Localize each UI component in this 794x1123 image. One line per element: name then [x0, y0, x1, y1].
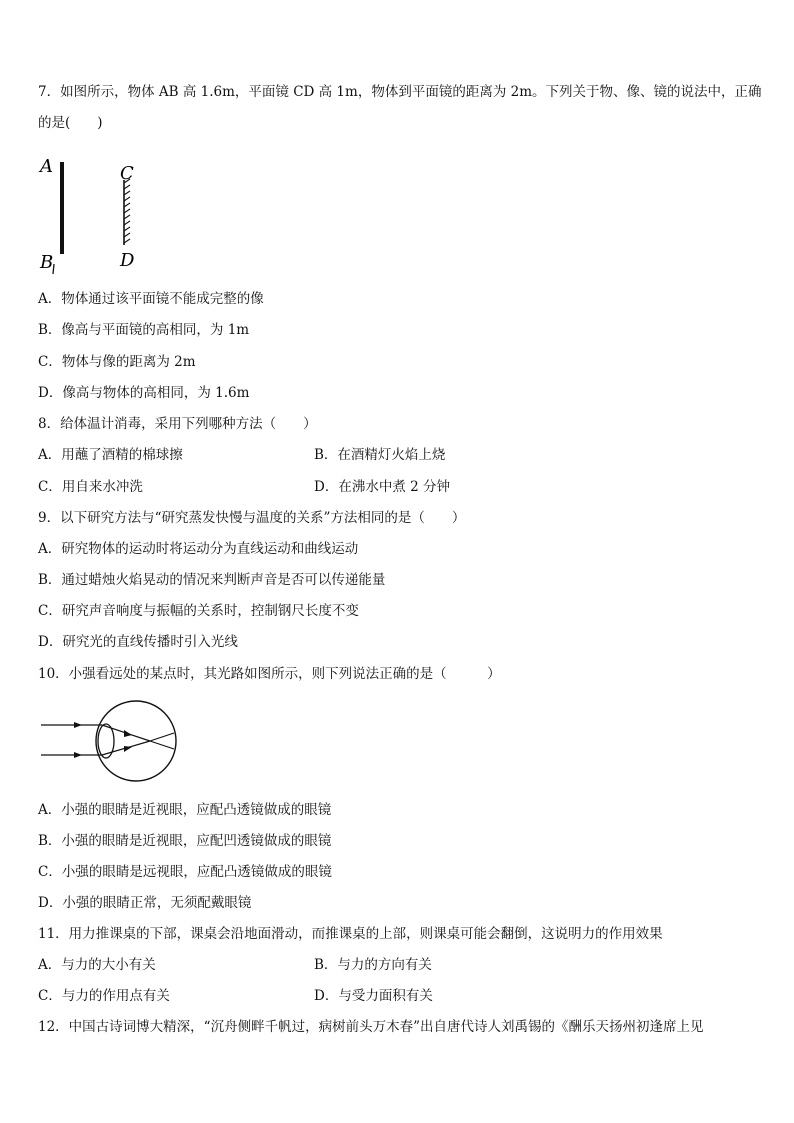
eye-lens	[98, 724, 114, 758]
q10-option-b: B．小强的眼睛是近视眼，应配凹透镜做成的眼镜	[38, 833, 332, 849]
q11-option-a: A．与力的大小有关	[38, 957, 156, 973]
q10-option-a: A．小强的眼睛是近视眼，应配凸透镜做成的眼镜	[38, 802, 332, 818]
arrow-icon	[74, 722, 82, 728]
q11-option-b: B．与力的方向有关	[314, 957, 432, 973]
q10-eye-figure	[38, 700, 183, 788]
q8-option-b: B．在酒精灯火焰上烧	[314, 447, 446, 463]
label-a: A	[40, 156, 53, 177]
q11-stem: 11．用力推课桌的下部，课桌会沿地面滑动，而推课桌的上部，则课桌可能会翻倒，这说明力的作用效果	[38, 926, 663, 942]
q7-stem-line-2: 的是( )	[38, 115, 103, 131]
q7-stem-line-1: 7．如图所示，物体 AB 高 1.6m，平面镜 CD 高 1m，物体到平面镜的距离为 2m。下列关于物、像、镜的说法中，正确	[38, 84, 762, 100]
q10-option-d: D．小强的眼睛正常，无须配戴眼镜	[38, 895, 252, 911]
eyeball-outline	[96, 701, 176, 781]
q9-stem: 9．以下研究方法与“研究蒸发快慢与温度的关系”方法相同的是（ ）	[38, 510, 466, 526]
mirror-hatching	[124, 179, 130, 243]
q9-option-c: C．研究声音响度与振幅的关系时，控制钢尺长度不变	[38, 603, 359, 619]
arrow-icon	[124, 730, 132, 737]
q9-option-b: B．通过蜡烛火焰晃动的情况来判断声音是否可以传递能量	[38, 572, 386, 588]
label-d: D	[120, 250, 135, 271]
q7-option-a: A．物体通过该平面镜不能成完整的像	[38, 291, 264, 307]
q7-option-c: C．物体与像的距离为 2m	[38, 354, 196, 370]
q10-stem: 10．小强看远处的某点时，其光路如图所示，则下列说法正确的是（ ）	[38, 666, 501, 682]
q7-mirror-figure	[36, 150, 146, 280]
q7-option-d: D．像高与物体的高相同，为 1.6m	[38, 385, 250, 401]
q8-option-a: A．用蘸了酒精的棉球擦	[38, 447, 183, 463]
q11-option-d: D．与受力面积有关	[314, 988, 433, 1004]
q10-option-c: C．小强的眼睛是远视眼，应配凸透镜做成的眼镜	[38, 864, 332, 880]
q9-option-a: A．研究物体的运动时将运动分为直线运动和曲线运动	[38, 541, 359, 557]
q9-option-d: D．研究光的直线传播时引入光线	[38, 634, 238, 650]
q7-option-b: B．像高与平面镜的高相同，为 1m	[38, 322, 250, 338]
q12-stem: 12．中国古诗词博大精深，“沉舟侧畔千帆过，病树前头万木春”出自唐代诗人刘禹锡的《酬乐天扬州初逢席上见	[38, 1019, 704, 1035]
label-c: C	[120, 163, 134, 184]
arrow-icon	[124, 746, 132, 752]
q8-option-d: D．在沸水中煮 2 分钟	[314, 479, 450, 495]
q8-option-c: C．用自来水冲洗	[38, 479, 143, 495]
q11-option-c: C．与力的作用点有关	[38, 988, 170, 1004]
q8-stem: 8．给体温计消毒，采用下列哪种方法（ ）	[38, 416, 317, 432]
arrow-icon	[74, 752, 82, 758]
label-b: B	[40, 252, 54, 273]
